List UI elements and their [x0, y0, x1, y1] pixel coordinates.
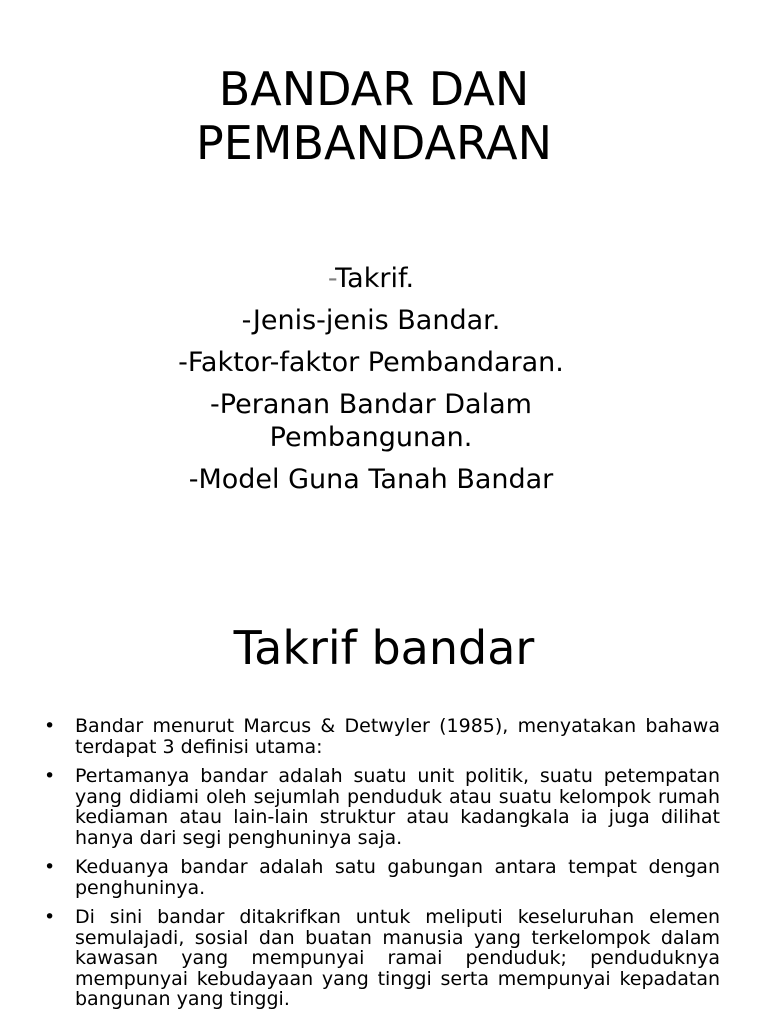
topic-dash: -: [241, 305, 253, 336]
slide-2-title: Takrif bandar: [233, 621, 535, 675]
topic-text: Model Guna Tanah Bandar: [198, 464, 554, 495]
bullet-text: Keduanya bandar adalah satu gabungan antara tempat dengan penghuninya.: [75, 856, 720, 899]
bullet-text: Di sini bandar ditakrifkan untuk meliputi keseluruhan elemen semulajadi, sosial dan buatan manusia yang terkelompok dalam kawasan yang mempunyai ramai penduduk; penduduknya mempunyai kebudayaan yang tinggi serta mempunyai kepadatan bangunan yang tinggi.: [75, 906, 720, 1010]
topic-list: [0, 262, 742, 505]
topic-item: [0, 304, 742, 337]
topic-dash: -: [178, 347, 188, 378]
topic-item: [0, 346, 742, 379]
topic-item: [0, 388, 742, 454]
bullet-dot-icon: •: [44, 906, 56, 928]
bullet-text: Pertamanya bandar adalah suatu unit politik, suatu petempatan yang didiami oleh sejumlah penduduk atau suatu kelompok rumah kediaman atau lain-lain struktur atau kadangkala ia juga dilihat hanya dari segi penghuninya saja.: [75, 765, 720, 849]
bullet-text: Bandar menurut Marcus & Detwyler (1985), menyatakan bahawa terdapat 3 definisi utama:: [75, 715, 720, 758]
topic-text: Peranan Bandar Dalam Pembangunan.: [219, 389, 532, 453]
slide-1-title-line-2: PEMBANDARAN: [196, 116, 552, 170]
definition-bullet-list: [44, 716, 720, 1019]
list-item: [44, 716, 720, 757]
topic-text: Takrif.: [335, 263, 415, 294]
bullet-dot-icon: •: [44, 856, 56, 878]
topic-text: Faktor-faktor Pembandaran.: [187, 347, 564, 378]
list-item: [44, 857, 720, 898]
list-item: [44, 766, 720, 848]
topic-dash: -: [327, 263, 336, 294]
topic-text: Jenis-jenis Bandar.: [252, 305, 501, 336]
topic-dash: -: [210, 389, 220, 420]
topic-item: [0, 463, 742, 496]
list-item: [44, 907, 720, 1010]
slide-1-title-line-1: BANDAR DAN: [218, 62, 530, 116]
bullet-dot-icon: •: [44, 715, 56, 737]
slide-1-title: [0, 62, 748, 170]
topic-item: [0, 262, 742, 295]
topic-dash: -: [188, 464, 199, 495]
bullet-dot-icon: •: [44, 765, 56, 787]
